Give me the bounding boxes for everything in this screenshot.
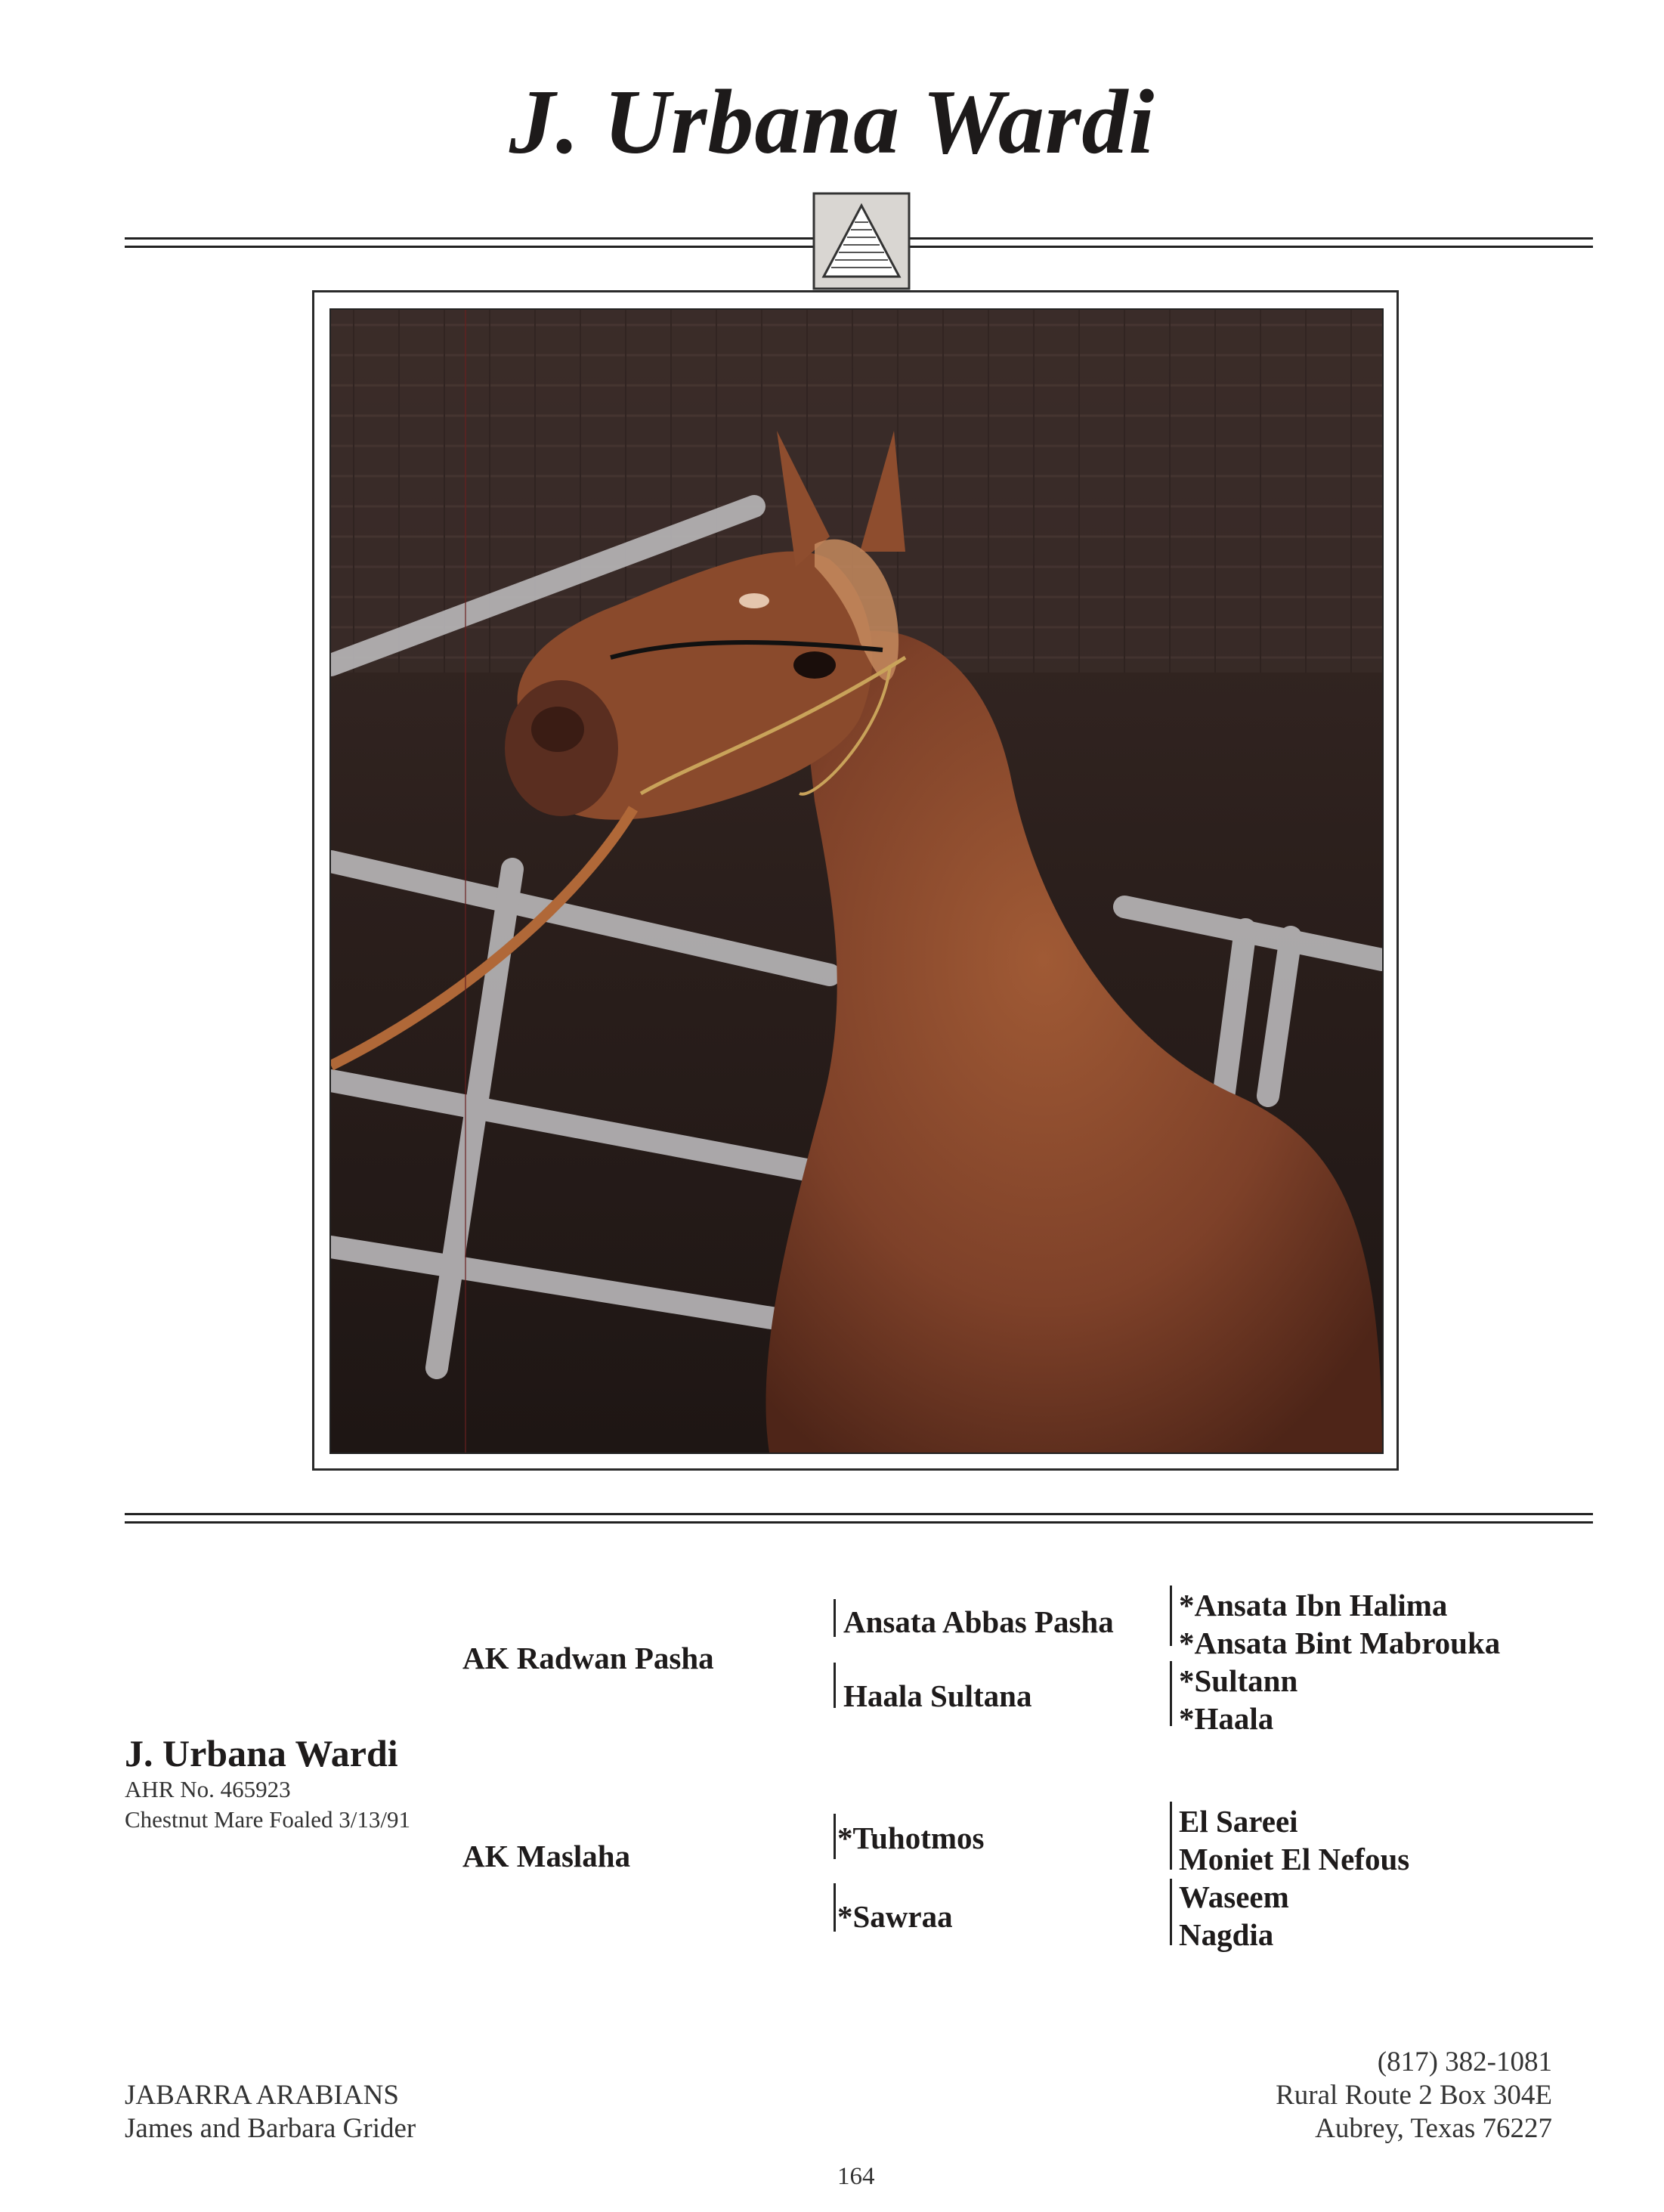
dd-sire-name: Waseem xyxy=(1179,1879,1289,1914)
dam-dam-name: *Sawraa xyxy=(837,1899,953,1934)
sire-name: AK Radwan Pasha xyxy=(462,1641,714,1675)
dam-sire-name: *Tuhotmos xyxy=(837,1821,985,1855)
pedigree-bracket xyxy=(834,1814,836,1859)
horse-name: J. Urbana Wardi xyxy=(125,1732,398,1774)
horse-photo xyxy=(329,308,1384,1454)
pedigree-bracket xyxy=(1170,1661,1172,1726)
pyramid-emblem-icon xyxy=(812,192,911,290)
pedigree-bracket xyxy=(1170,1802,1172,1870)
pedigree-bracket xyxy=(834,1883,836,1932)
phone-number: (817) 382-1081 xyxy=(1377,2046,1552,2077)
ds-dam-name: Moniet El Nefous xyxy=(1179,1842,1410,1876)
address-line-1: Rural Route 2 Box 304E xyxy=(1276,2080,1552,2111)
sd-sire-name: *Sultann xyxy=(1179,1663,1298,1698)
horse-description: Chestnut Mare Foaled 3/13/91 xyxy=(125,1806,410,1833)
pedigree-bracket xyxy=(834,1599,836,1637)
page-title: J. Urbana Wardi xyxy=(509,71,1155,173)
top-rule-right xyxy=(907,237,1593,248)
top-rule-left xyxy=(125,237,816,248)
middle-rule xyxy=(125,1513,1593,1524)
dd-dam-name: Nagdia xyxy=(1179,1917,1274,1952)
farm-name: JABARRA ARABIANS xyxy=(125,2080,399,2111)
sire-sire-name: Ansata Abbas Pasha xyxy=(843,1604,1114,1639)
pedigree-bracket xyxy=(1170,1586,1172,1646)
ss-sire-name: *Ansata Ibn Halima xyxy=(1179,1588,1448,1623)
sire-dam-name: Haala Sultana xyxy=(843,1678,1032,1713)
ss-dam-name: *Ansata Bint Mabrouka xyxy=(1179,1626,1501,1660)
registration-number: AHR No. 465923 xyxy=(125,1776,291,1802)
pedigree-bracket xyxy=(1170,1879,1172,1945)
owner-names: James and Barbara Grider xyxy=(125,2113,416,2144)
ds-sire-name: El Sareei xyxy=(1179,1804,1298,1839)
pedigree-bracket xyxy=(834,1663,836,1708)
address-line-2: Aubrey, Texas 76227 xyxy=(1315,2113,1552,2144)
dam-name: AK Maslaha xyxy=(462,1839,631,1873)
sd-dam-name: *Haala xyxy=(1179,1701,1274,1736)
page-number: 164 xyxy=(837,2163,875,2190)
